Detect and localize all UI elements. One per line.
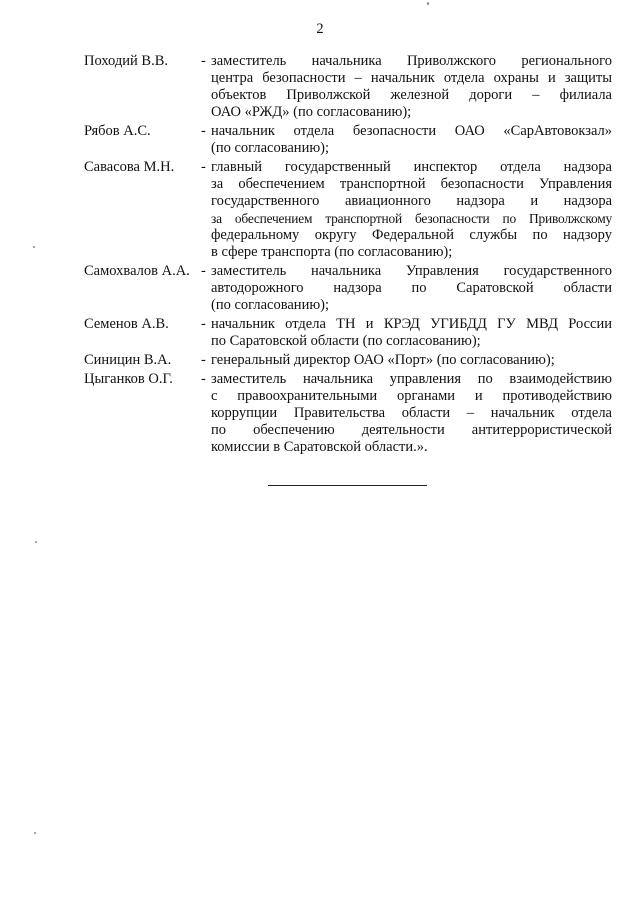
list-item	[84, 352, 612, 369]
dash-separator: -	[201, 159, 206, 175]
position-line: в сфере транспорта (по согласованию);	[211, 244, 453, 260]
member-position	[211, 263, 612, 314]
dash-separator: -	[201, 316, 206, 332]
member-name: Походий В.В.	[84, 53, 169, 69]
members-list	[84, 53, 612, 456]
position-line: главный государственный инспектор отдела надзора	[211, 159, 612, 175]
position-line: (по согласованию);	[211, 140, 330, 156]
scan-speck	[35, 541, 37, 543]
list-item	[84, 53, 612, 121]
position-line: по Саратовской области (по согласованию);	[211, 333, 481, 349]
member-name: Семенов А.В.	[84, 316, 169, 332]
list-item	[84, 371, 612, 456]
dash-separator: -	[201, 371, 206, 387]
position-line: заместитель начальника Управления государственного	[211, 263, 612, 279]
dash-separator: -	[201, 352, 206, 368]
position-line: за обеспечением транспортной безопасности Управления	[211, 176, 612, 192]
position-line: государственного авиационного надзора и надзора	[211, 193, 612, 209]
position-line: комиссии в Саратовской области.».	[211, 439, 428, 455]
member-position	[211, 123, 612, 157]
scan-speck	[427, 2, 429, 5]
member-position	[211, 53, 612, 121]
position-line: автодорожного надзора по Саратовской области	[211, 280, 612, 296]
position-line: начальник отдела безопасности ОАО «СарАвтовокзал»	[211, 123, 612, 139]
member-position	[211, 316, 612, 350]
position-line: (по согласованию);	[211, 297, 330, 313]
list-item	[84, 159, 612, 261]
member-position	[211, 159, 612, 261]
scan-speck	[33, 246, 35, 248]
closing-rule	[268, 485, 427, 486]
position-line: заместитель начальника управления по взаимодействию	[211, 371, 612, 387]
scan-speck	[34, 832, 36, 834]
member-name: Савасова М.Н.	[84, 159, 175, 175]
position-line: генеральный директор ОАО «Порт» (по согласованию);	[211, 352, 555, 368]
member-name: Синицин В.А.	[84, 352, 172, 368]
dash-separator: -	[201, 263, 206, 279]
position-line: заместитель начальника Приволжского регионального	[211, 53, 612, 69]
member-position	[211, 352, 612, 369]
position-line: коррупции Правительства области – начальник отдела	[211, 405, 612, 421]
position-line: с правоохранительными органами и противодействию	[211, 388, 612, 404]
position-line: центра безопасности – начальник отдела охраны и защиты	[211, 70, 612, 86]
member-name: Цыганков О.Г.	[84, 371, 173, 387]
dash-separator: -	[201, 53, 206, 69]
list-item	[84, 123, 612, 157]
list-item	[84, 316, 612, 350]
position-line: за обеспечением транспортной безопасности по Приволжскому	[211, 211, 612, 226]
position-line: по обеспечению деятельности антитеррористической	[211, 422, 612, 438]
position-line: объектов Приволжской железной дороги – филиала	[211, 87, 612, 103]
position-line: федеральному округу Федеральной службы по надзору	[211, 227, 612, 243]
list-item	[84, 263, 612, 314]
page-number: 2	[316, 21, 324, 37]
dash-separator: -	[201, 123, 206, 139]
position-line: начальник отдела ТН и КРЭД УГИБДД ГУ МВД России	[211, 316, 612, 332]
member-position	[211, 371, 612, 456]
member-name: Рябов А.С.	[84, 123, 151, 139]
member-name: Самохвалов А.А.	[84, 263, 190, 279]
position-line: ОАО «РЖД» (по согласованию);	[211, 104, 412, 120]
